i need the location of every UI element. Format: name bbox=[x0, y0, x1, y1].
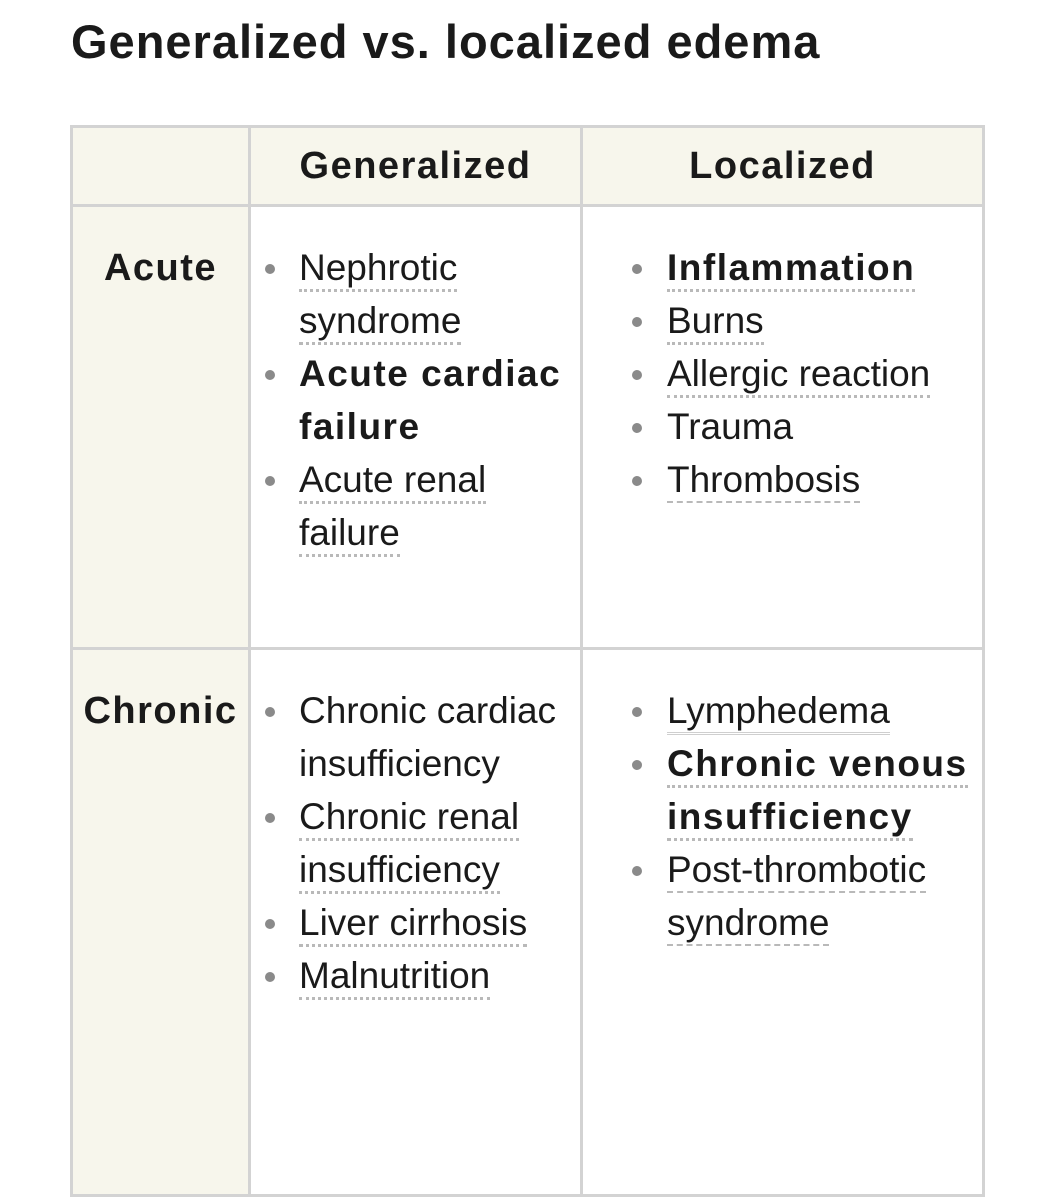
link-allergic-reaction[interactable]: Allergic reaction bbox=[667, 353, 930, 398]
list-item bbox=[667, 400, 974, 453]
acute-generalized-list bbox=[251, 241, 572, 559]
table-header-row bbox=[72, 127, 984, 206]
list-item[interactable] bbox=[667, 347, 974, 400]
acute-localized-list bbox=[583, 241, 974, 506]
page-title: Generalized vs. localized edema bbox=[71, 15, 821, 68]
list-item[interactable] bbox=[299, 896, 572, 949]
link-burns[interactable]: Burns bbox=[667, 300, 764, 345]
cell-acute-localized bbox=[582, 206, 984, 649]
link-nephrotic-syndrome[interactable]: Nephrotic syndrome bbox=[299, 247, 461, 345]
list-item[interactable] bbox=[299, 949, 572, 1002]
list-item[interactable] bbox=[667, 843, 974, 949]
corner-header-cell bbox=[72, 127, 250, 206]
link-thrombosis[interactable]: Thrombosis bbox=[667, 459, 860, 503]
list-item[interactable] bbox=[667, 453, 974, 506]
list-item[interactable] bbox=[667, 241, 974, 294]
list-item bbox=[299, 684, 572, 790]
list-item[interactable] bbox=[667, 294, 974, 347]
list-item[interactable] bbox=[667, 737, 974, 843]
list-item[interactable] bbox=[299, 790, 572, 896]
table-row-acute bbox=[72, 206, 984, 649]
link-post-thrombotic-syndrome[interactable]: Post-thrombotic syndrome bbox=[667, 849, 926, 946]
link-acute-renal-failure[interactable]: Acute renal failure bbox=[299, 459, 486, 557]
edema-table bbox=[70, 125, 985, 1197]
link-inflammation[interactable]: Inflammation bbox=[667, 247, 915, 292]
table-row-chronic bbox=[72, 649, 984, 1196]
cell-chronic-localized bbox=[582, 649, 984, 1196]
link-chronic-venous-insufficiency[interactable]: Chronic venous insufficiency bbox=[667, 743, 968, 841]
row-header-acute: Acute bbox=[72, 206, 250, 649]
list-item[interactable] bbox=[667, 684, 974, 737]
chronic-localized-list bbox=[583, 684, 974, 949]
link-malnutrition[interactable]: Malnutrition bbox=[299, 955, 490, 1000]
link-liver-cirrhosis[interactable]: Liver cirrhosis bbox=[299, 902, 527, 947]
list-item[interactable] bbox=[299, 453, 572, 559]
column-header-generalized: Generalized bbox=[250, 127, 582, 206]
chronic-generalized-list bbox=[251, 684, 572, 1002]
link-lymphedema[interactable]: Lymphedema bbox=[667, 690, 890, 735]
item-trauma: Trauma bbox=[667, 406, 794, 447]
column-header-localized: Localized bbox=[582, 127, 984, 206]
row-header-chronic: Chronic bbox=[72, 649, 250, 1196]
cell-chronic-generalized bbox=[250, 649, 582, 1196]
list-item[interactable] bbox=[299, 241, 572, 347]
item-chronic-cardiac-insufficiency: Chronic cardiac insufficiency bbox=[299, 690, 557, 784]
link-chronic-renal-insufficiency[interactable]: Chronic renal insufficiency bbox=[299, 796, 519, 894]
link-acute-cardiac-failure[interactable]: Acute cardiac failure bbox=[299, 353, 562, 447]
cell-acute-generalized bbox=[250, 206, 582, 649]
list-item[interactable] bbox=[299, 347, 572, 453]
